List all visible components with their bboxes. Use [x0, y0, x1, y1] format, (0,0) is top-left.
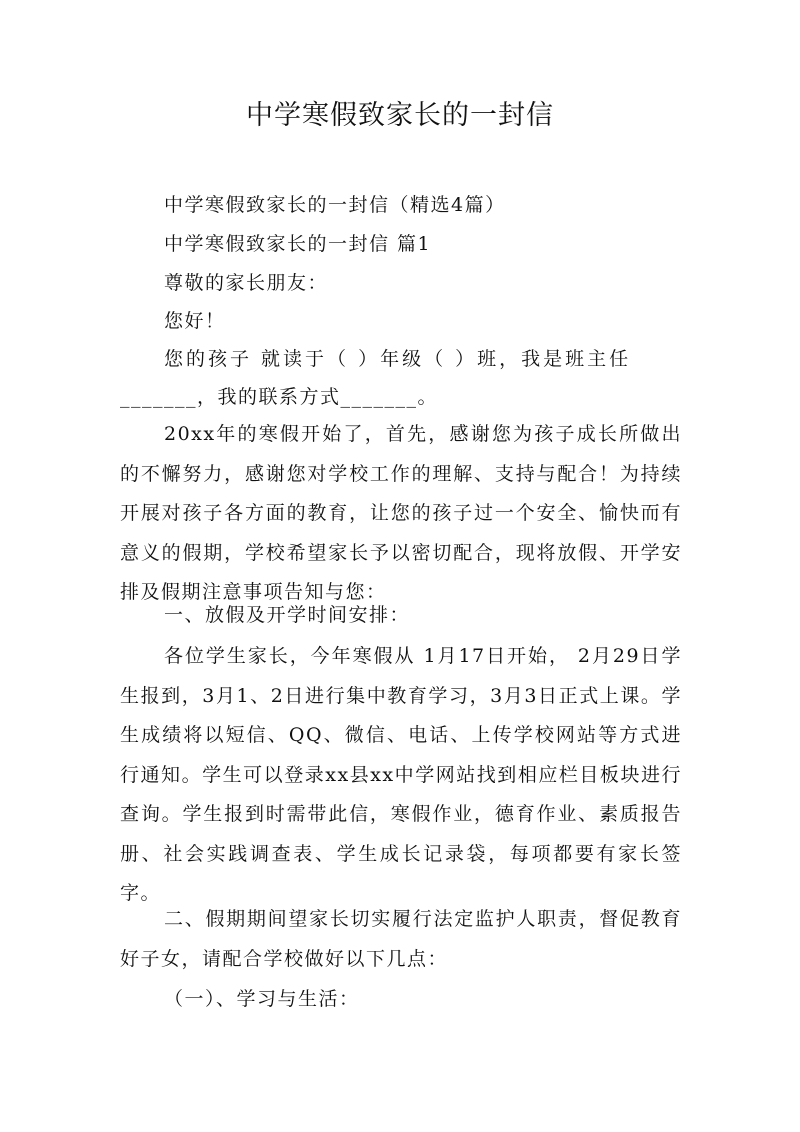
document-title: 中学寒假致家长的一封信 [246, 100, 554, 131]
section-2-heading: 二、假期期间望家长切实履行法定监护人职责，督促教育好子女，请配合学校做好以下几点： [120, 908, 682, 970]
body-paragraph-2: 各位学生家长，今年寒假从 1月17日开始， 2月29日学生报到，3月1、2日进行集中教育学习，3月3日正式上课。学生成绩将以短信、QQ、微信、电话、上传学校网站等方式进行通知。学生可以登录xx县xx中学网站找到相应栏目板块进行查询。学生报到时需带此信，寒假作业，德育作业、素质报告册、社会实践调查表、学生成长记录袋，每项都要有家长签字。 [120, 645, 682, 904]
subsection-1-heading: （一）、学习与生活： [164, 988, 360, 1010]
greeting: 您好！ [164, 310, 226, 332]
article-heading: 中学寒假致家长的一封信 篇1 [164, 233, 432, 255]
intro-line-2: _______，我的联系方式_______。 [120, 386, 439, 408]
salutation: 尊敬的家长朋友： [164, 272, 329, 294]
intro-line-1: 您的孩子 就读于（ ）年级（ ）班，我是班主任 [164, 348, 632, 370]
body-paragraph-1: 20xx年的寒假开始了，首先，感谢您为孩子成长所做出的不懈努力，感谢您对学校工作的理解、支持与配合！为持续开展对孩子各方面的教育，让您的孩子过一个安全、愉快而有意义的假期，学校希望家长予以密切配合，现将放假、开学安排及假期注意事项告知与您： [120, 423, 682, 603]
document-subtitle: 中学寒假致家长的一封信（精选4篇） [164, 194, 506, 216]
section-1-heading: 一、放假及开学时间安排： [164, 604, 411, 626]
